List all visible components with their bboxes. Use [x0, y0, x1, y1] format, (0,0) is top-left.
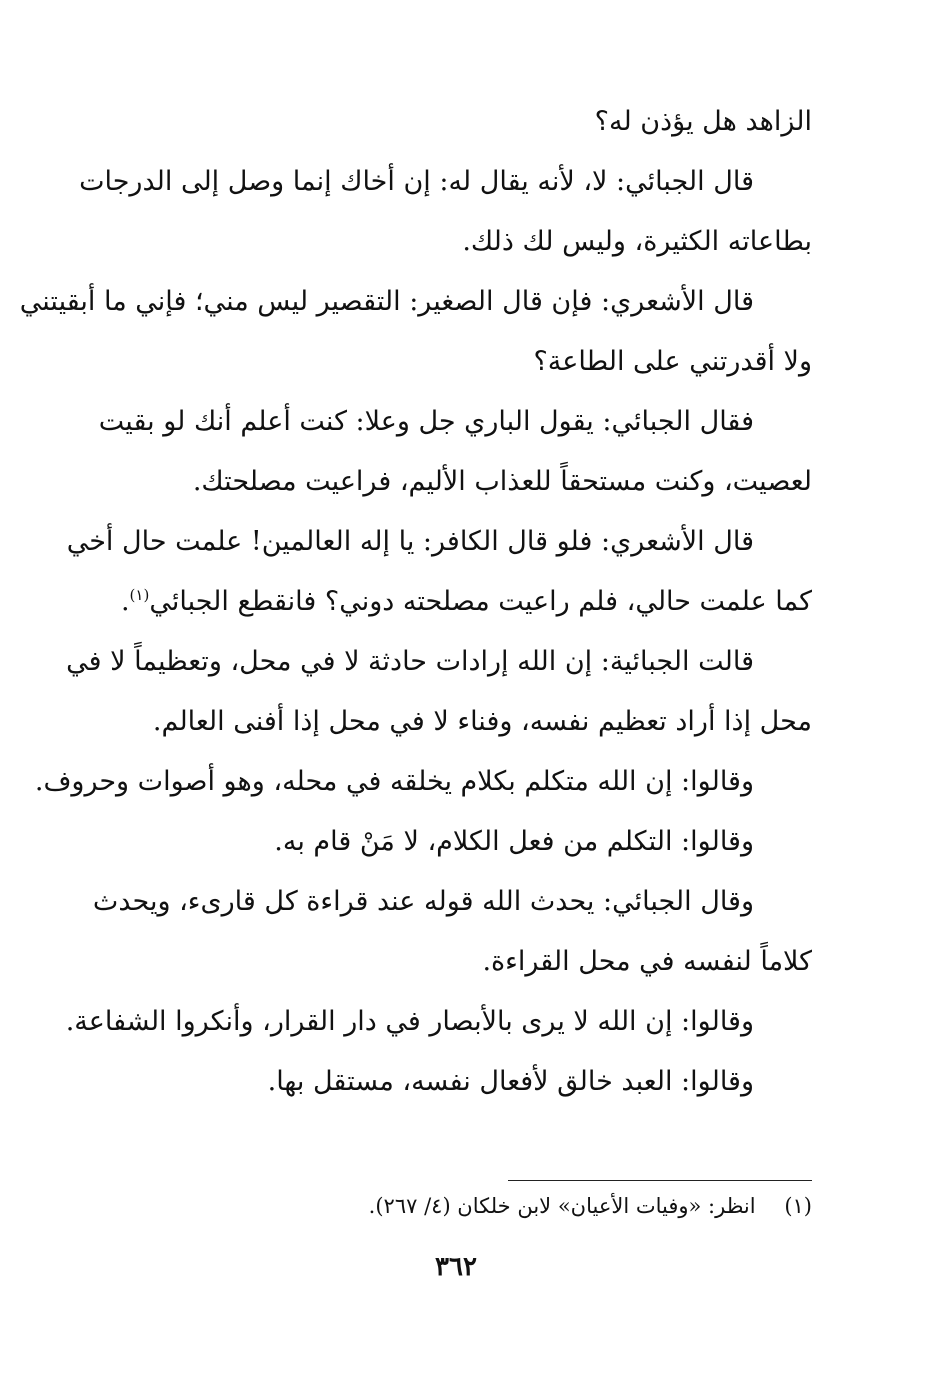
text-line-16: وقالوا: إن الله لا يرى بالأبصار في دار القرار، وأنكروا الشفاعة.: [65, 1006, 754, 1037]
text-line-4: قال الأشعري: فإن قال الصغير: التقصير ليس مني؛ فإني ما أبقيتني: [19, 286, 754, 317]
text-line-7: لعصيت، وكنت مستحقاً للعذاب الأليم، فراعيت مصلحتك.: [192, 466, 812, 497]
footnote-number: (١): [784, 1194, 812, 1218]
text-line-9-tail: .: [120, 586, 130, 617]
footnote-marker: (١): [129, 586, 150, 604]
text-line-10: قالت الجبائية: إن الله إرادات حادثة لا في محل، وتعظيماً لا في: [66, 646, 754, 677]
page-number: ٣٦٢: [435, 1252, 477, 1282]
text-line-6: فقال الجبائي: يقول الباري جل وعلا: كنت أعلم أنك لو بقيت: [98, 406, 754, 437]
footnote: [100, 1188, 812, 1224]
footnote-text: انظر: «وفيات الأعيان» لابن خلكان (٤/ ٢٦٧).: [368, 1194, 756, 1218]
text-line-12: وقالوا: إن الله متكلم بكلام يخلقه في محله، وهو أصوات وحروف.: [34, 766, 754, 797]
text-line-9-body: كما علمت حالي، فلم راعيت مصلحته دوني؟ فانقطع الجبائي: [149, 586, 812, 617]
text-line-14: وقال الجبائي: يحدث الله قوله عند قراءة كل قارىء، ويحدث: [92, 886, 754, 917]
text-line-11: محل إذا أراد تعظيم نفسه، وفناء لا في محل إذا أفنى العالم.: [152, 706, 812, 737]
text-line-15: كلاماً لنفسه في محل القراءة.: [482, 946, 812, 977]
text-line-1: الزاهد هل يؤذن له؟: [594, 106, 812, 137]
text-line-13: وقالوا: التكلم من فعل الكلام، لا مَنْ قام به.: [274, 826, 754, 857]
footnote-divider: [508, 1180, 812, 1181]
text-line-5: ولا أقدرتني على الطاعة؟: [533, 346, 812, 377]
text-line-3: بطاعاته الكثيرة، وليس لك ذلك.: [462, 226, 812, 257]
text-line-2: قال الجبائي: لا، لأنه يقال له: إن أخاك إنما وصل إلى الدرجات: [79, 166, 754, 197]
page-body: [19, 92, 812, 1342]
text-line-8: قال الأشعري: فلو قال الكافر: يا إله العالمين! علمت حال أخي: [66, 526, 754, 557]
text-line-17: وقالوا: العبد خالق لأفعال نفسه، مستقل بها.: [267, 1066, 754, 1097]
text-line-9: [100, 572, 812, 632]
